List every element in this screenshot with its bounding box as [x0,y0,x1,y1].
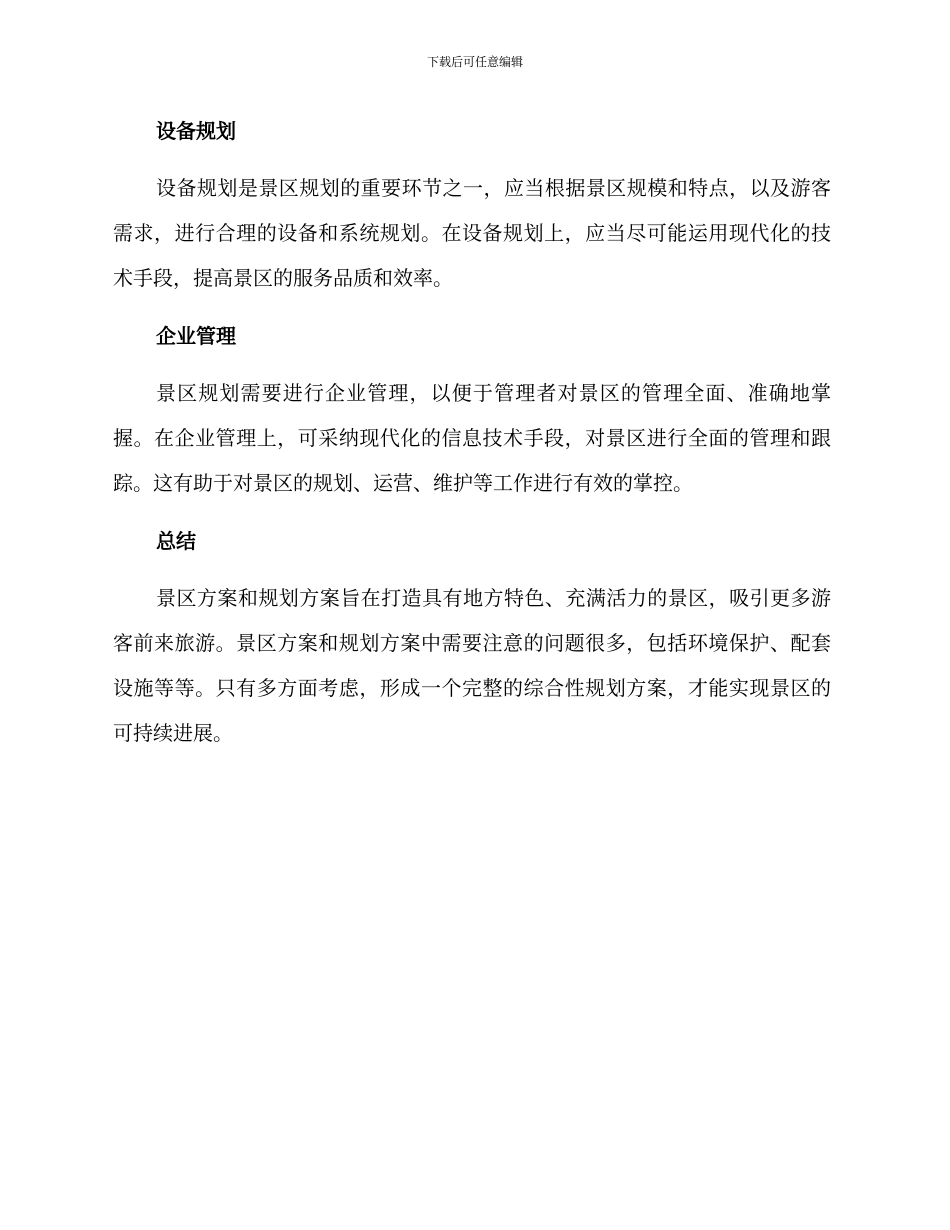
section-heading-equipment-planning: 设备规划 [156,119,236,143]
section-body-equipment-planning: 设备规划是景区规划的重要环节之一，应当根据景区规模和特点，以及游客需求，进行合理的设备和系统规划。在设备规划上，应当尽可能运用现代化的技术手段，提高景区的服务品质和效率。 [113,176,831,290]
section-heading-summary: 总结 [156,529,196,553]
page-header: 下载后可任意编辑 [426,55,523,69]
document-content [113,110,831,756]
section-body-summary: 景区方案和规划方案旨在打造具有地方特色、充满活力的景区，吸引更多游客前来旅游。景区方案和规划方案中需要注意的问题很多，包括环境保护、配套设施等等。只有多方面考虑，形成一个完整的综合性规划方案，才能实现景区的可持续进展。 [113,586,831,745]
section-heading-enterprise-management: 企业管理 [156,324,236,348]
section-body-enterprise-management: 景区规划需要进行企业管理，以便于管理者对景区的管理全面、准确地掌握。在企业管理上，可采纳现代化的信息技术手段，对景区进行全面的管理和跟踪。这有助于对景区的规划、运营、维护等工作进行有效的掌控。 [113,381,831,495]
